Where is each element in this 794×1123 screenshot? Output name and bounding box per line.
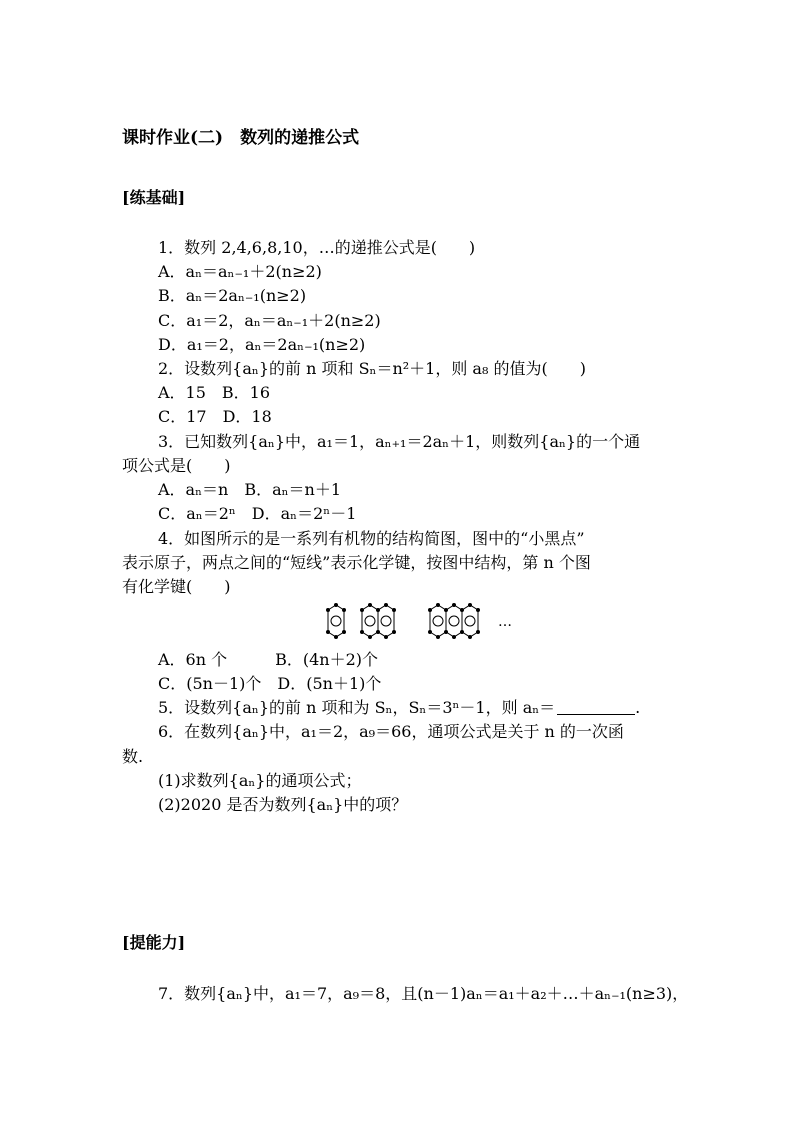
q1-option-b: B．aₙ＝2aₙ₋₁(n≥2) (158, 286, 307, 305)
q5-period: . (635, 698, 641, 717)
q6-part1: (1)求数列{aₙ}的通项公式； (158, 771, 362, 790)
q5-answer-blank (557, 698, 635, 715)
q5-text: 5．设数列{aₙ}的前 n 项和为 Sₙ，Sₙ＝3ⁿ－1，则 aₙ＝ (158, 698, 556, 717)
q1-option-d: D．a₁＝2，aₙ＝2aₙ₋₁(n≥2) (158, 335, 366, 354)
q6-stem-line2: 数. (122, 747, 144, 766)
q1-stem: 1．数列 2,4,6,8,10，…的递推公式是( ) (158, 238, 476, 257)
molecule-structure-figure (320, 602, 530, 642)
structure-3 (430, 605, 478, 637)
q2-options-ab: A．15 B．16 (158, 383, 271, 402)
figure-ellipsis: … (498, 614, 512, 630)
q2-stem: 2．设数列{aₙ}的前 n 项和 Sₙ＝n²＋1，则 a₈ 的值为( ) (158, 359, 586, 378)
q4-options-ab: A．6n 个 B．(4n＋2)个 (158, 650, 379, 669)
structure-1 (328, 605, 344, 637)
q4-stem-line3: 有化学键( ) (122, 577, 231, 596)
q3-stem-line2: 项公式是( ) (122, 456, 231, 475)
q3-options-ab: A．aₙ＝n B．aₙ＝n＋1 (158, 480, 342, 499)
q3-stem-line1: 3．已知数列{aₙ}中，a₁＝1，aₙ₊₁＝2aₙ＋1，则数列{aₙ}的一个通 (158, 432, 641, 451)
q1-option-a: A．aₙ＝aₙ₋₁＋2(n≥2) (158, 262, 322, 281)
q4-options-cd: C．(5n－1)个 D．(5n＋1)个 (158, 674, 382, 693)
q4-stem-line1: 4．如图所示的是一系列有机物的结构简图，图中的“小黑点” (158, 529, 585, 548)
q6-stem-line1: 6．在数列{aₙ}中，a₁＝2，a₉＝66，通项公式是关于 n 的一次函 (158, 722, 624, 741)
section-advanced-heading: [提能力] (122, 933, 186, 952)
q1-option-c: C．a₁＝2，aₙ＝aₙ₋₁＋2(n≥2) (158, 311, 381, 330)
q3-options-cd: C．aₙ＝2ⁿ D．aₙ＝2ⁿ－1 (158, 504, 357, 523)
page-title: 课时作业(二) 数列的递推公式 (122, 128, 360, 148)
q2-options-cd: C．17 D．18 (158, 407, 272, 426)
q7-stem: 7．数列{aₙ}中，a₁＝7，a₉＝8，且(n－1)aₙ＝a₁＋a₂＋…＋aₙ₋₁(n≥3)， (158, 984, 689, 1003)
section-basic-heading: [练基础] (122, 188, 186, 207)
q6-part2: (2)2020 是否为数列{aₙ}中的项？ (158, 795, 408, 814)
q5-stem (158, 696, 640, 720)
q4-stem-line2: 表示原子，两点之间的“短线”表示化学键，按图中结构，第 n 个图 (122, 553, 591, 572)
